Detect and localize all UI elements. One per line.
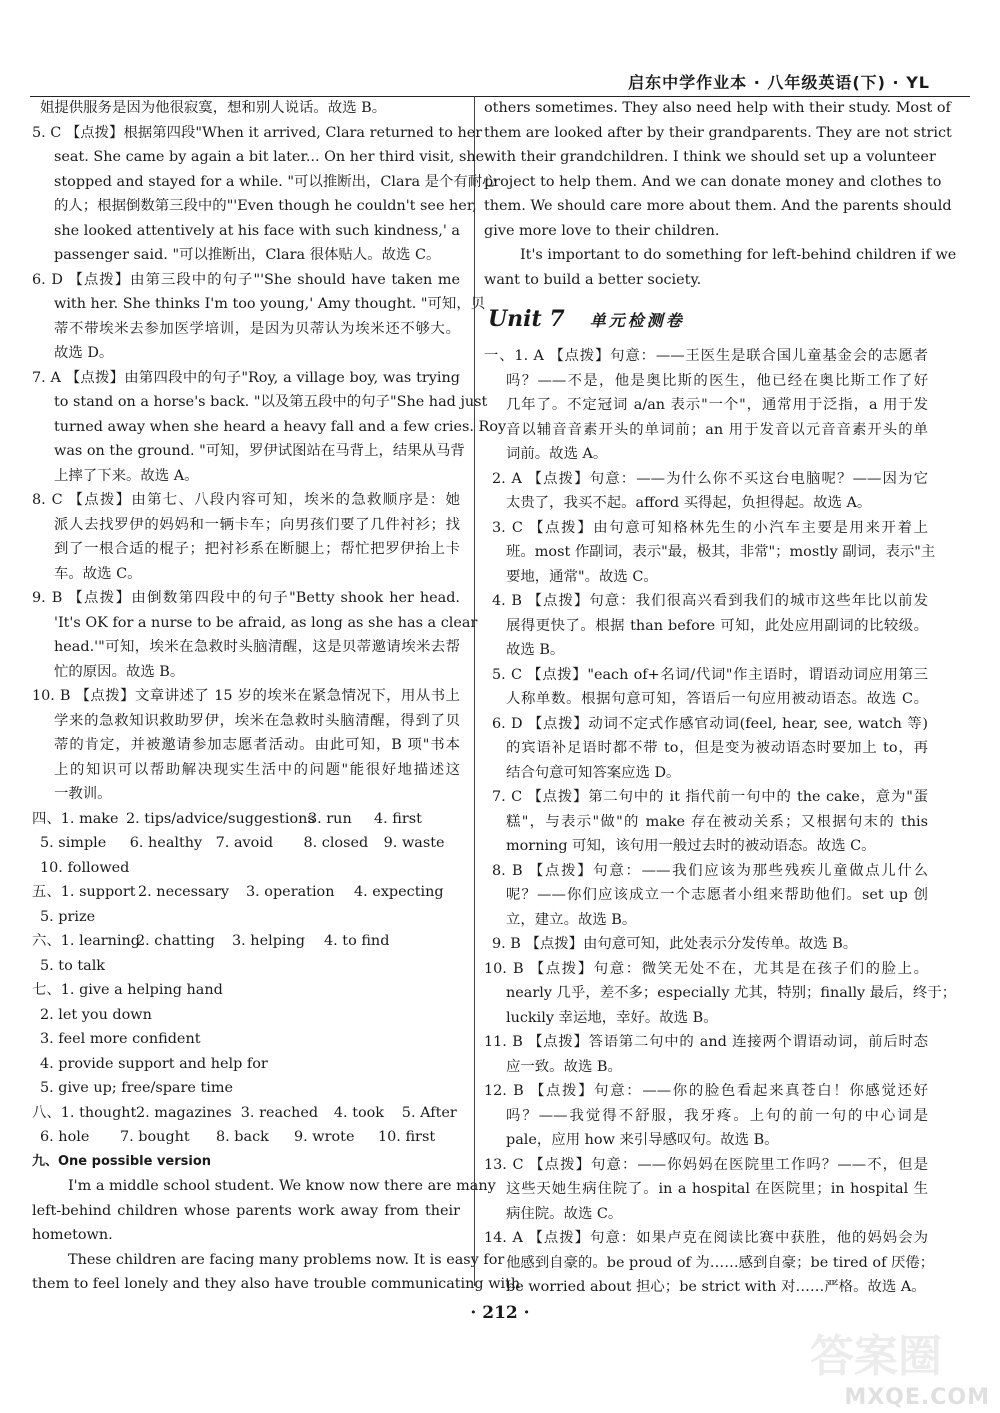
- text-line: head.'"可知，埃米在急救时头脑清醒，这是贝蒂邀请埃米去帮: [54, 639, 460, 655]
- text-line: 蒂的肯定，并被邀请参加志愿者活动。由此可知，B 项"书本: [54, 737, 460, 753]
- text-line: 11. B 【点拨】答语第二句中的 and 连接两个谓语动词，前后时态: [484, 1034, 928, 1050]
- text-line: 他感到自豪的。be proud of 为……感到自豪；be tired of 厌倦；: [506, 1254, 935, 1271]
- text-line: 5. C 【点拨】根据第四段"When it arrived, Clara returned to her: [32, 124, 483, 141]
- answer-row: [32, 1052, 460, 1077]
- page-number: · 212 ·: [470, 1303, 530, 1323]
- page-header: [30, 70, 970, 96]
- text-line: 12. B 【点拨】句意：——你的脸色看起来真苍白！你感觉还好: [484, 1083, 928, 1099]
- answer-item: 4. expecting: [354, 884, 444, 900]
- answer-item: 7. bought: [120, 1129, 190, 1145]
- text-line: pale，应用 how 来引导感叹句。故选 B。: [506, 1132, 779, 1148]
- answer-item: 4. took: [333, 1104, 385, 1121]
- text-line: 糕"，与表示"做"的 make 存在被动关系；又根据句末的 this: [506, 813, 928, 830]
- answer-row: [32, 1101, 460, 1126]
- essay-line: them are looked after by their grandparents. They are not strict: [484, 124, 952, 141]
- text-line: 立，建立。故选 B。: [506, 911, 637, 928]
- answer-item: 4. to find: [324, 933, 390, 949]
- answer-row: [32, 880, 460, 905]
- answer-item: 8. back: [216, 1129, 269, 1145]
- unit-test-answers: [484, 344, 957, 1300]
- text-line: 呢？——你们应该成立一个志愿者小组来帮助他们。set up 创: [506, 887, 928, 903]
- watermark-site: MXQE.COM: [844, 1385, 990, 1410]
- text-line: 9. B 【点拨】由倒数第四段中的句子"Betty shook her head.: [32, 590, 460, 606]
- left-answer-explanations: [32, 96, 507, 807]
- answer-item: 6. healthy: [129, 835, 203, 851]
- text-line: 8. B 【点拨】句意：——我们应该为那些残疾儿童做点儿什么: [492, 862, 928, 879]
- column-divider: [474, 96, 475, 1286]
- text-line: 结合句意可知答案应选 D。: [506, 764, 681, 781]
- answer-item: 3. reached: [240, 1104, 319, 1121]
- text-line: 到了一根合适的棍子；把衬衫系在断腿上；帮忙把罗伊抬上卡: [54, 541, 460, 557]
- essay-line: with their grandchildren. I think we should set up a volunteer: [484, 149, 936, 165]
- essay-line: These children are facing many problems now. It is easy for: [68, 1251, 505, 1268]
- model-essay-part1: [32, 1174, 521, 1297]
- text-line: 一教训。: [54, 786, 112, 802]
- text-line: nearly 几乎，差不多；especially 尤其，特别；finally 最后，终于；: [506, 985, 957, 1001]
- text-line: 8. C 【点拨】由第七、八段内容可知，埃米的急救顺序是：她: [32, 492, 460, 508]
- text-line: 7. A 【点拨】由第四段中的句子"Roy, a village boy, was trying: [32, 369, 460, 386]
- text-line: was on the ground. "可知，罗伊试图站在马背上，结果从马背: [54, 443, 465, 459]
- text-line: 展得更快了。根据 than before 可知，此处应用副词的比较级。: [506, 617, 928, 634]
- text-line: to stand on a horse's back. "以及第五段中的句子"She had just: [54, 394, 488, 410]
- text-line: 要地，通常"。故选 C。: [506, 568, 658, 585]
- answer-item: 9. wrote: [294, 1129, 355, 1145]
- answer-item: 3. helping: [232, 933, 305, 949]
- text-line: 几年了。不定冠词 a/an 表示"一个"，通常用于泛指，a 用于发: [506, 397, 928, 413]
- text-line: 吗？——我觉得不舒服，我牙疼。上句的前一句的中心词是: [506, 1107, 928, 1124]
- answer-row: [32, 954, 460, 979]
- answer-item: 2. let you down: [40, 1006, 152, 1023]
- essay-line: I'm a middle school student. We know now there are many: [68, 1178, 496, 1194]
- text-line: 2. A 【点拨】句意：——为什么你不买这台电脑呢？——因为它: [492, 470, 928, 487]
- answer-item: 2. chatting: [136, 933, 215, 949]
- answer-row: [32, 905, 460, 930]
- answer-item: 七、1. give a helping hand: [32, 982, 223, 998]
- text-line: 10. B 【点拨】句意：微笑无处不在，尤其是在孩子们的脸上。: [484, 960, 928, 977]
- answer-item: 5. prize: [40, 908, 96, 925]
- essay-line: It's important to do something for left-behind children if we: [520, 247, 957, 263]
- unit-number: Unit 7: [488, 306, 565, 332]
- text-line: morning 可知，该句用一般过去时的被动语态。故选 C。: [506, 838, 876, 854]
- text-line: 6. D 【点拨】由第三段中的句子"'She should have taken me: [32, 271, 460, 288]
- text-line: 3. C 【点拨】由句意可知格林先生的小汽车主要是用来开着上: [492, 519, 928, 536]
- text-line: 10. B 【点拨】文章讲述了 15 岁的埃米在紧急情况下，用从书上: [32, 688, 460, 704]
- answer-item: 4. first: [374, 810, 422, 827]
- answer-row: [32, 1125, 460, 1150]
- text-line: 5. C 【点拨】"each of+名词/代词"作主语时，谓语动词应用第三: [492, 666, 928, 683]
- text-line: 派人去找罗伊的妈妈和一辆卡车；向男孩们要了几件衬衫；找: [54, 516, 460, 533]
- text-line: 姐提供服务是因为他很寂寞，想和别人说话。故选 B。: [40, 100, 387, 116]
- text-line: 词前。故选 A。: [506, 446, 608, 462]
- left-column: [32, 96, 521, 1297]
- answer-row: [32, 1027, 460, 1052]
- essay-line: others sometimes. They also need help with their study. Most of: [484, 100, 951, 116]
- answer-row: [32, 807, 460, 832]
- answer-item: 5. After: [401, 1104, 457, 1121]
- text-line: 13. C 【点拨】句意：——你妈妈在医院里工作吗？——不，但是: [484, 1156, 928, 1173]
- text-line: seat. She came by again a bit later... On her third visit, she: [54, 149, 485, 165]
- text-line: 人称单数。根据句意可知，答语后一句应用被动语态。故选 C。: [506, 691, 928, 707]
- text-line: 一、1. A 【点拨】句意：——王医生是联合国儿童基金会的志愿者: [484, 348, 928, 364]
- text-line: 这些天她生病住院了。in a hospital 在医院里；in hospital 生: [506, 1181, 928, 1197]
- answer-row: [32, 831, 460, 856]
- essay-line: project to help them. And we can donate money and clothes to: [484, 173, 942, 190]
- text-line: 学来的急救知识救助罗伊，埃米在急救时头脑清醒，得到了贝: [54, 712, 460, 729]
- answer-item: 10. followed: [40, 859, 130, 876]
- essay-line: want to build a better society.: [484, 271, 702, 288]
- answer-item: 八、1. thought: [32, 1104, 137, 1121]
- answer-row: [32, 929, 460, 954]
- answer-item: 3. run: [308, 810, 352, 827]
- header-title: 启东中学作业本 · 八年级英语(下) · YL: [628, 73, 930, 92]
- text-line: 上的知识可以帮助解决现实生活中的问题"能很好地描述这: [54, 761, 460, 778]
- text-line: luckily 幸运地，幸好。故选 B。: [506, 1009, 718, 1026]
- text-line: 7. C 【点拨】第二句中的 it 指代前一句中的 the cake，意为"蛋: [492, 789, 928, 805]
- unit-title: 单元检测卷: [589, 311, 685, 330]
- text-line: 4. B 【点拨】句意：我们很高兴看到我们的城市这些年比以前发: [492, 593, 928, 609]
- answer-item: 5. give up; free/spare time: [40, 1080, 234, 1096]
- answer-row: [32, 856, 460, 881]
- answer-item: 5. to talk: [40, 957, 106, 974]
- text-line: 病住院。故选 C。: [506, 1205, 623, 1222]
- text-line: 的宾语补足语时都不带 to，但是变为被动语态时要加上 to，再: [506, 740, 928, 756]
- answer-row: [32, 1003, 460, 1028]
- answer-item: 6. hole: [40, 1129, 90, 1145]
- answer-item: 4. provide support and help for: [40, 1055, 268, 1072]
- text-line: 故选 B。: [506, 642, 565, 658]
- answer-item: 5. simple: [40, 835, 107, 851]
- text-line: passenger said. "可以推断出，Clara 很体贴人。故选 C。: [54, 247, 441, 263]
- text-line: she looked attentively at his face with such kindness,' a: [54, 222, 460, 239]
- text-line: 太贵了，我买不起。afford 买得起，负担得起。故选 A。: [506, 495, 872, 511]
- answer-item: 四、1. make: [32, 810, 119, 827]
- answer-row: [32, 978, 460, 1003]
- watermark-mark: 答案圈: [810, 1331, 942, 1382]
- text-line: 'It's OK for a nurse to be afraid, as long as she has a clear: [54, 614, 478, 631]
- right-column: [484, 96, 957, 1300]
- answer-item: 2. tips/advice/suggestions: [126, 810, 315, 827]
- text-line: 6. D 【点拨】动词不定式作感官动词(feel, hear, see, watch 等): [492, 715, 928, 732]
- essay-line: hometown.: [32, 1227, 113, 1243]
- text-line: 的人；根据倒数第三段中的"'Even though he couldn't see her,: [54, 198, 477, 214]
- answer-item: 8. closed: [303, 835, 369, 851]
- text-line: 蒂不带埃米去参加医学培训，是因为贝蒂认为埃米还不够大。: [54, 320, 460, 337]
- text-line: 应一致。故选 B。: [506, 1058, 622, 1075]
- essay-line: left-behind children whose parents work away from their: [32, 1202, 460, 1219]
- unit-heading: [488, 294, 928, 344]
- essay-heading: 九、One possible version: [32, 1153, 212, 1169]
- watermark-logo: [790, 1320, 990, 1410]
- text-line: stopped and stayed for a while. "可以推断出，Clara 是个有耐心: [54, 173, 497, 190]
- text-line: 上摔了下来。故选 A。: [54, 467, 199, 484]
- text-line: 吗？——不是，他是奥比斯的医生，他已经在奥比斯工作了好: [506, 372, 928, 389]
- essay-line: them. We should care more about them. And the parents should: [484, 198, 952, 214]
- essay-line: give more love to their children.: [484, 222, 720, 239]
- text-line: with her. She thinks I'm too young,' Amy thought. "可知，贝: [54, 296, 486, 312]
- text-line: be worried about 担心；be strict with 对……严格。故选 A。: [506, 1279, 926, 1295]
- answer-row: [32, 1076, 460, 1101]
- text-line: 音以辅音音素开头的单词前；an 用于发音以元音音素开头的单: [506, 421, 928, 438]
- model-essay-part2: [484, 96, 957, 292]
- answer-item: 2. magazines: [136, 1104, 232, 1121]
- essay-line: them to feel lonely and they also have trouble communicating with: [32, 1276, 521, 1292]
- answer-item: 2. necessary: [138, 884, 230, 900]
- answer-item: 7. avoid: [215, 835, 274, 851]
- text-line: 班。most 作副词，表示"最，极其，非常"；mostly 副词，表示"主: [506, 544, 936, 560]
- text-line: 故选 D。: [54, 345, 114, 361]
- fill-in-answers: [32, 807, 460, 1150]
- text-line: 9. B 【点拨】由句意可知，此处表示分发传单。故选 B。: [492, 936, 858, 952]
- answer-item: 10. first: [378, 1129, 436, 1145]
- answer-item: 9. waste: [383, 835, 445, 851]
- answer-item: 六、1. learning: [32, 933, 141, 949]
- text-line: 忙的原因。故选 B。: [54, 663, 185, 680]
- text-line: turned away when she heard a heavy fall and a few cries. Roy: [54, 418, 507, 435]
- answer-item: 3. operation: [246, 884, 335, 900]
- answer-item: 3. feel more confident: [40, 1031, 201, 1047]
- text-line: 车。故选 C。: [54, 565, 142, 582]
- text-line: 14. A 【点拨】句意：如果卢克在阅读比赛中获胜，他的妈妈会为: [484, 1230, 928, 1246]
- answer-item: 五、1. support: [32, 884, 136, 900]
